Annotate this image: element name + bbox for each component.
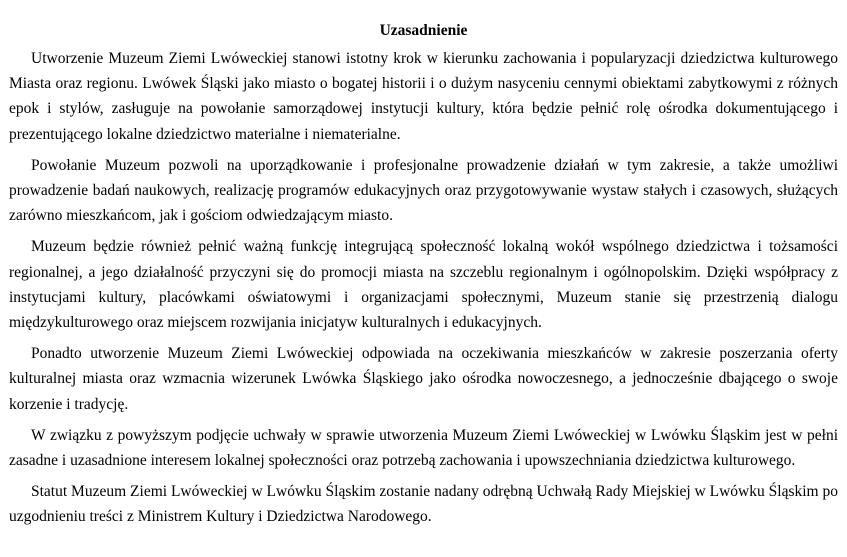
paragraph-1: Utworzenie Muzeum Ziemi Lwóweckiej stanowi istotny krok w kierunku zachowania i popularyzacji dziedzictwa kulturowego Miasta oraz regionu. Lwówek Śląski jako miasto o bogatej historii i o dużym nasyceniu cennymi obiektami zabytkowymi z różnych epok i stylów, zasługuje na powołanie samorządowej instytucji kultury, która będzie pełnić rolę ośrodka dokumentującego i prezentującego lokalne dziedzictwo materialne i niematerialne. [9, 50, 838, 143]
paragraph-5: W związku z powyższym podjęcie uchwały w sprawie utworzenia Muzeum Ziemi Lwóweckiej w Lwówku Śląskim jest w pełni zasadne i uzasadnione interesem lokalnej społeczności oraz potrzebą zachowania i upowszechniania dziedzictwa kulturowego. [9, 426, 838, 470]
paragraph-4: Ponadto utworzenie Muzeum Ziemi Lwóweckiej odpowiada na oczekiwania mieszkańców w zakresie poszerzania oferty kulturalnej miasta oraz wzmacnia wizerunek Lwówka Śląskiego jako ośrodka nowoczesnego, a jednocześnie dbającego o swoje korzenie i tradycję. [9, 345, 838, 413]
document-title: Uzasadnienie [379, 22, 468, 39]
document-page [9, 20, 838, 530]
paragraph-2: Powołanie Muzeum pozwoli na uporządkowanie i profesjonalne prowadzenie działań w tym zakresie, a także umożliwi prowadzenie badań naukowych, realizację programów edukacyjnych oraz przygotowywanie wystaw stałych i czasowych, służących zarówno mieszkańcom, jak i gościom odwiedzającym miasto. [9, 156, 838, 225]
paragraph-6: Statut Muzeum Ziemi Lwóweckiej w Lwówku Śląskim zostanie nadany odrębną Uchwałą Rady Miejskiej w Lwówku Śląskim po uzgodnieniu treści z Ministrem Kultury i Dziedzictwa Narodowego. [9, 483, 838, 526]
paragraph-3: Muzeum będzie również pełnić ważną funkcję integrującą społeczność lokalną wokół wspólnego dziedzictwa i tożsamości regionalnej, a jego działalność przyczyni się do promocji miasta na szczeblu regionalnym i ogólnopolskim. Dzięki współpracy z instytucjami kultury, placówkami oświatowymi i organizacjami społecznymi, Muzeum stanie się przestrzenią dialogu międzykulturowego oraz miejscem rozwijania inicjatyw kulturalnych i edukacyjnych. [9, 238, 838, 332]
